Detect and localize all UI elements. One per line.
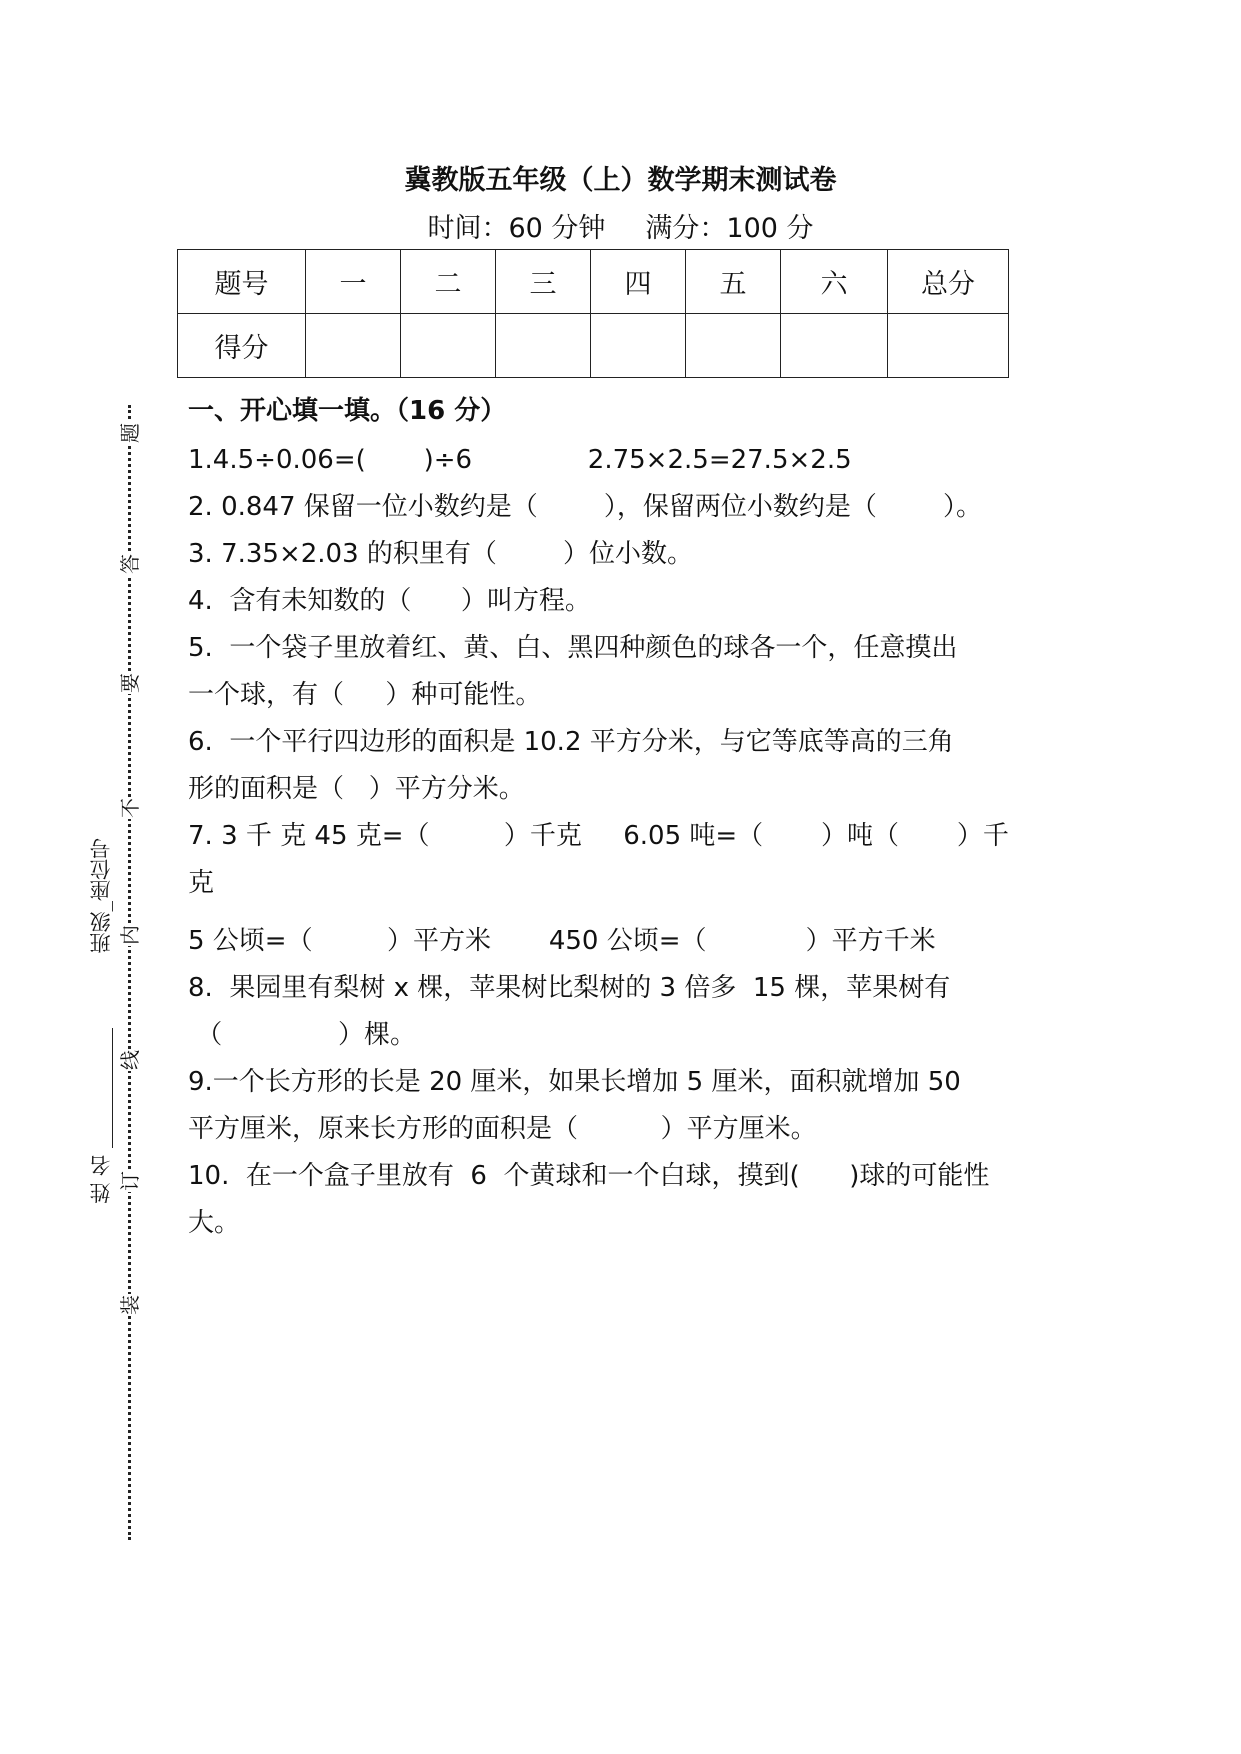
- binding-char: 题: [118, 423, 142, 443]
- class-seat-label: 班级_座位号: [89, 838, 113, 954]
- score-blank[interactable]: [306, 314, 401, 378]
- score-blank[interactable]: [591, 314, 686, 378]
- question-line: 1.4.5÷0.06=( )÷6 2.75×2.5=27.5×2.5: [188, 445, 852, 475]
- question-line: 7. 3 千 克 45 克=（ ）千克 6.05 吨=（ ）吨（ ）千: [188, 821, 1009, 851]
- score-blank[interactable]: [888, 314, 1009, 378]
- question-line: 2. 0.847 保留一位小数约是（ ），保留两位小数约是（ ）。: [188, 492, 983, 522]
- binding-char: 装: [118, 1295, 142, 1315]
- question-line: 5 公顷=（ ）平方米 450 公顷=（ ）平方千米: [188, 926, 936, 956]
- question-line: 平方厘米，原来长方形的面积是（ ）平方厘米。: [188, 1114, 817, 1144]
- binding-char: 订: [118, 1171, 142, 1191]
- score-table-header-row: [178, 250, 1009, 314]
- name-underline: [112, 1028, 113, 1148]
- score-cell-5: 五: [686, 250, 781, 314]
- score-cell-6: 六: [781, 250, 888, 314]
- question-line: 一个球，有（ ）种可能性。: [188, 680, 542, 710]
- score-cell-label: 题号: [178, 250, 306, 314]
- binding-char: 不: [118, 798, 142, 818]
- question-line: 大。: [188, 1208, 241, 1238]
- question-line: 3. 7.35×2.03 的积里有（ ）位小数。: [188, 539, 694, 569]
- score-blank[interactable]: [686, 314, 781, 378]
- question-line: 8. 果园里有梨树 x 棵，苹果树比梨树的 3 倍多 15 棵，苹果树有: [188, 973, 951, 1003]
- score-blank[interactable]: [401, 314, 496, 378]
- score-table-score-row: [178, 314, 1009, 378]
- score-cell-4: 四: [591, 250, 686, 314]
- question-line: 形的面积是（ ）平方分米。: [188, 774, 525, 804]
- question-line: 克: [188, 868, 215, 898]
- question-line: （ ）棵。: [188, 1020, 416, 1050]
- question-line: 9.一个长方形的长是 20 厘米，如果长增加 5 厘米，面积就增加 50: [188, 1067, 961, 1097]
- score-cell-2: 二: [401, 250, 496, 314]
- question-line: 10. 在一个盒子里放有 6 个黄球和一个白球，摸到( )球的可能性: [188, 1161, 990, 1191]
- binding-char: 要: [118, 673, 142, 693]
- score-blank[interactable]: [781, 314, 888, 378]
- question-line: 4. 含有未知数的（ ）叫方程。: [188, 586, 591, 616]
- binding-char: 内: [118, 925, 142, 945]
- score-row-label: 得分: [178, 314, 306, 378]
- full-score: 满分：100 分: [645, 213, 814, 244]
- section-heading: 一、开心填一填。（16 分）: [188, 396, 507, 426]
- score-blank[interactable]: [496, 314, 591, 378]
- question-list: [188, 437, 1088, 1247]
- time-limit: 时间：60 分钟: [427, 213, 606, 244]
- question-line: 6. 一个平行四边形的面积是 10.2 平方分米，与它等底等高的三角: [188, 727, 954, 757]
- binding-char: 线: [118, 1050, 142, 1070]
- binding-dotted-line: [128, 405, 131, 1540]
- score-cell-3: 三: [496, 250, 591, 314]
- binding-char: 答: [118, 554, 142, 574]
- question-line: 5. 一个袋子里放着红、黄、白、黑四种颜色的球各一个，任意摸出: [188, 633, 958, 663]
- score-table: [177, 249, 1009, 378]
- name-label: 姓 名: [89, 1155, 113, 1204]
- page-title: 冀教版五年级（上）数学期末测试卷: [404, 165, 837, 196]
- exam-meta: [0, 206, 1241, 245]
- score-cell-total: 总分: [888, 250, 1009, 314]
- score-cell-1: 一: [306, 250, 401, 314]
